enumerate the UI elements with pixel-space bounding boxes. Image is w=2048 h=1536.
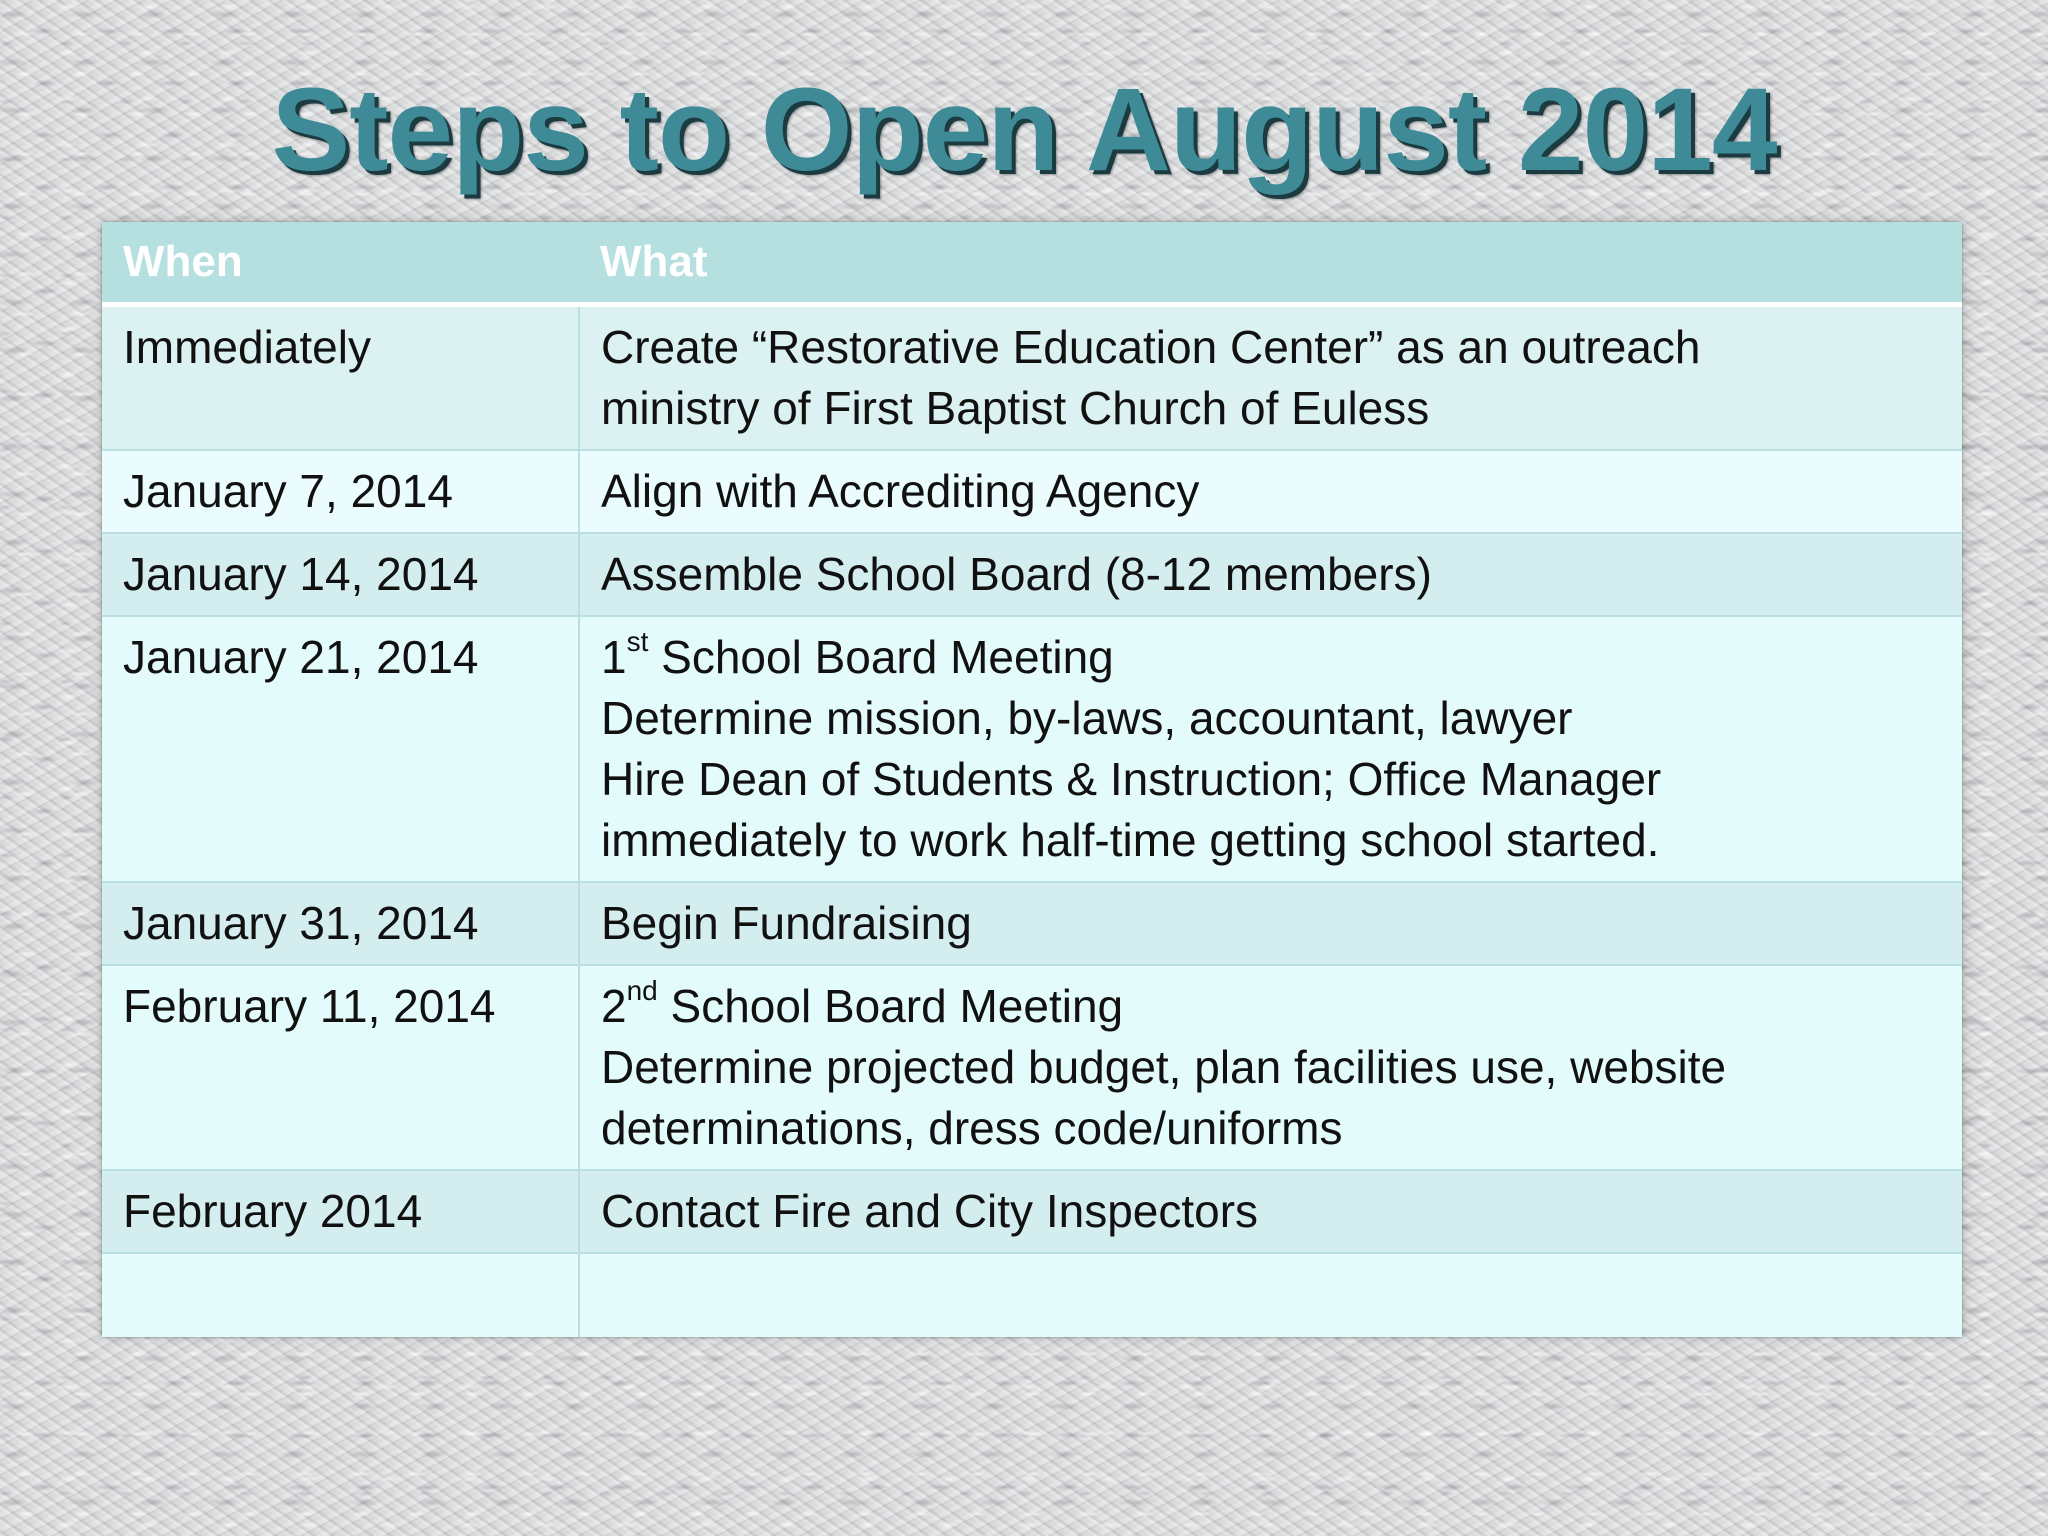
what-cell	[579, 1170, 1962, 1253]
what-line: Hire Dean of Students & Instruction; Office Manager	[601, 753, 1662, 805]
header-what: What	[579, 222, 1962, 305]
when-cell: January 14, 2014	[102, 533, 579, 616]
when-cell: February 2014	[102, 1170, 579, 1253]
what-cell	[579, 450, 1962, 533]
what-cell	[579, 882, 1962, 965]
table-header-row	[102, 222, 1962, 305]
what-cell	[579, 965, 1962, 1170]
what-line: Contact Fire and City Inspectors	[601, 1185, 1259, 1237]
what-line: ministry of First Baptist Church of Euless	[601, 382, 1430, 434]
when-cell: January 31, 2014	[102, 882, 579, 965]
table-row	[102, 1170, 1962, 1253]
when-cell: Immediately	[102, 305, 579, 451]
what-line: Determine projected budget, plan facilities use, website	[601, 1041, 1727, 1093]
what-cell	[579, 1253, 1962, 1337]
table-row	[102, 305, 1962, 451]
heading-text: School Board Meeting	[648, 631, 1114, 683]
what-heading	[601, 627, 1942, 688]
ordinal-number: 2	[601, 980, 627, 1032]
what-cell	[579, 305, 1962, 451]
what-line: Begin Fundraising	[601, 897, 972, 949]
what-line: Assemble School Board (8-12 members)	[601, 548, 1432, 600]
what-line: Create “Restorative Education Center” as an outreach	[601, 321, 1701, 373]
ordinal-number: 1	[601, 631, 627, 683]
when-cell: February 11, 2014	[102, 965, 579, 1170]
what-cell	[579, 616, 1962, 882]
what-line: Align with Accrediting Agency	[601, 465, 1200, 517]
header-when: When	[102, 222, 579, 305]
table-row-empty	[102, 1253, 1962, 1337]
table-row	[102, 616, 1962, 882]
table-row	[102, 882, 1962, 965]
schedule-table	[102, 222, 1962, 1337]
when-cell: January 7, 2014	[102, 450, 579, 533]
table-row	[102, 450, 1962, 533]
ordinal-suffix: st	[626, 625, 649, 657]
when-cell	[102, 1253, 579, 1337]
table-row	[102, 533, 1962, 616]
ordinal-suffix: nd	[626, 974, 658, 1006]
when-cell: January 21, 2014	[102, 616, 579, 882]
slide-title: Steps to Open August 2014	[271, 64, 1777, 196]
what-line: immediately to work half-time getting school started.	[601, 814, 1660, 866]
what-line: determinations, dress code/uniforms	[601, 1102, 1343, 1154]
heading-text: School Board Meeting	[657, 980, 1124, 1032]
what-line: Determine mission, by-laws, accountant, lawyer	[601, 692, 1573, 744]
what-heading	[601, 976, 1942, 1037]
what-cell	[579, 533, 1962, 616]
table-row	[102, 965, 1962, 1170]
